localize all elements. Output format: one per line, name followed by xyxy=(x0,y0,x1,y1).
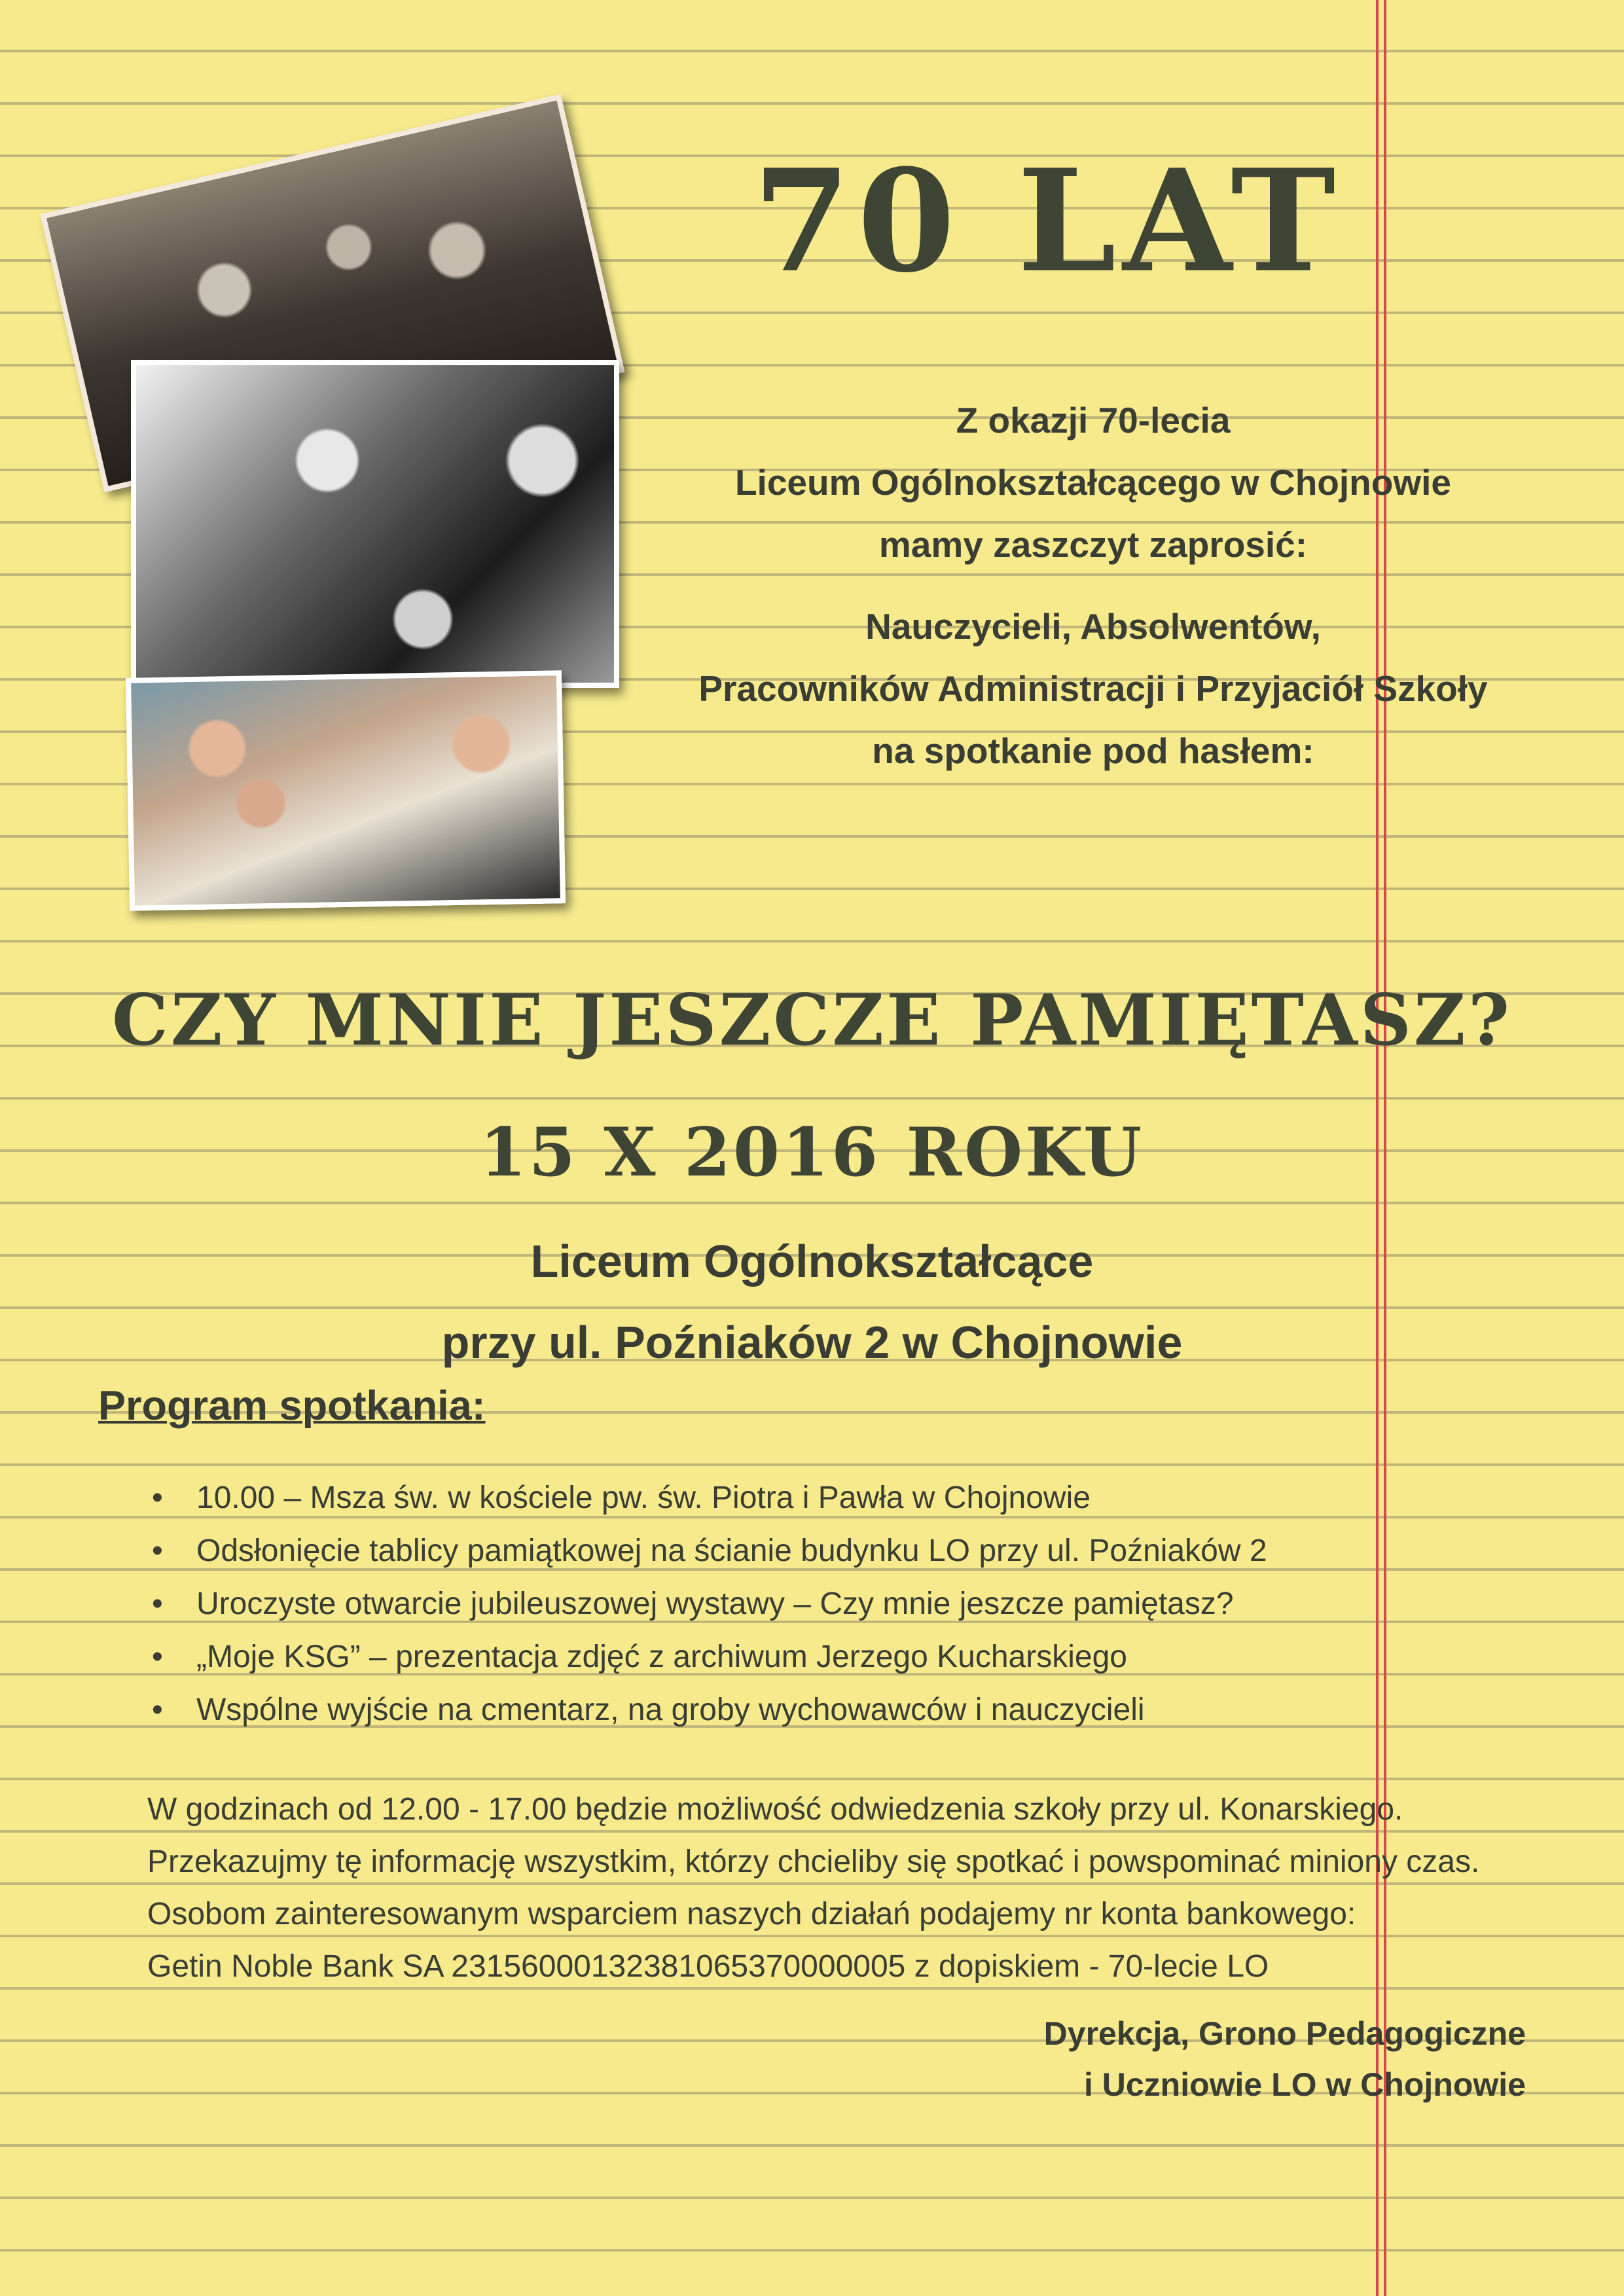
photo-students-bw xyxy=(131,360,619,688)
program-item xyxy=(152,1524,1267,1577)
intro-line: mamy zaszczyt zaprosić: xyxy=(878,524,1308,565)
place-line: Liceum Ogólnokształcące xyxy=(530,1236,1094,1287)
spacer xyxy=(628,576,1558,596)
signature-line: Dyrekcja, Grono Pedagogiczne xyxy=(1043,2015,1526,2052)
program-item xyxy=(152,1471,1267,1524)
program-item-text: 10.00 – Msza św. w kościele pw. św. Piotra i Pawła w Chojnowie xyxy=(196,1480,1091,1515)
bullet-icon: • xyxy=(152,1534,163,1568)
event-motto: CZY MNIE JESZCZE PAMIĘTASZ? xyxy=(111,979,1513,1062)
place-line: przy ul. Poźniaków 2 w Chojnowie xyxy=(441,1317,1183,1368)
program-item xyxy=(152,1683,1267,1736)
invitation-text xyxy=(628,389,1558,782)
program-item-text: „Moje KSG” – prezentacja zdjęć z archiwum Jerzego Kucharskiego xyxy=(196,1640,1127,1674)
bullet-icon: • xyxy=(152,1587,163,1621)
bullet-icon: • xyxy=(152,1640,163,1674)
additional-info xyxy=(147,1784,1479,1993)
program-item xyxy=(152,1630,1267,1683)
poster-title: 70 LAT xyxy=(753,138,1343,304)
intro-line: Liceum Ogólnokształcącego w Chojnowie xyxy=(734,462,1452,503)
intro-line: Z okazji 70-lecia xyxy=(956,400,1231,440)
program-item-text: Uroczyste otwarcie jubileuszowej wystawy – Czy mnie jeszcze pamiętasz? xyxy=(196,1587,1234,1621)
invitees-line: Nauczycieli, Absolwentów, xyxy=(865,606,1321,647)
invitees-line: Pracowników Administracji i Przyjaciół Szkoły xyxy=(698,668,1488,709)
info-line: Przekazujmy tę informację wszystkim, którzy chcieliby się spotkać i powspominać miniony czas. xyxy=(147,1844,1480,1879)
photo-students-color xyxy=(126,670,566,911)
bullet-icon: • xyxy=(152,1480,163,1515)
signature-line: i Uczniowie LO w Chojnowie xyxy=(1083,2066,1526,2103)
bullet-icon: • xyxy=(152,1693,163,1727)
program-heading: Program spotkania: xyxy=(98,1383,486,1429)
program-item xyxy=(152,1577,1267,1630)
info-line: Osobom zainteresowanym wsparciem naszych działań podajemy nr konta bankowego: xyxy=(147,1897,1356,1931)
program-item-text: Wspólne wyjście na cmentarz, na groby wychowawców i nauczycieli xyxy=(196,1693,1145,1727)
bank-account-line: Getin Noble Bank SA 23156000132381065370000005 z dopiskiem - 70-lecie LO xyxy=(147,1949,1269,1984)
info-line: W godzinach od 12.00 - 17.00 będzie możliwość odwiedzenia szkoły przy ul. Konarskiego. xyxy=(147,1792,1403,1827)
invitees-line: na spotkanie pod hasłem: xyxy=(872,730,1314,771)
program-list xyxy=(152,1471,1267,1736)
program-item-text: Odsłonięcie tablicy pamiątkowej na ścianie budynku LO przy ul. Poźniaków 2 xyxy=(196,1534,1267,1568)
event-place xyxy=(0,1221,1624,1383)
signature xyxy=(1044,2008,1526,2110)
event-date: 15 X 2016 ROKU xyxy=(479,1113,1145,1192)
